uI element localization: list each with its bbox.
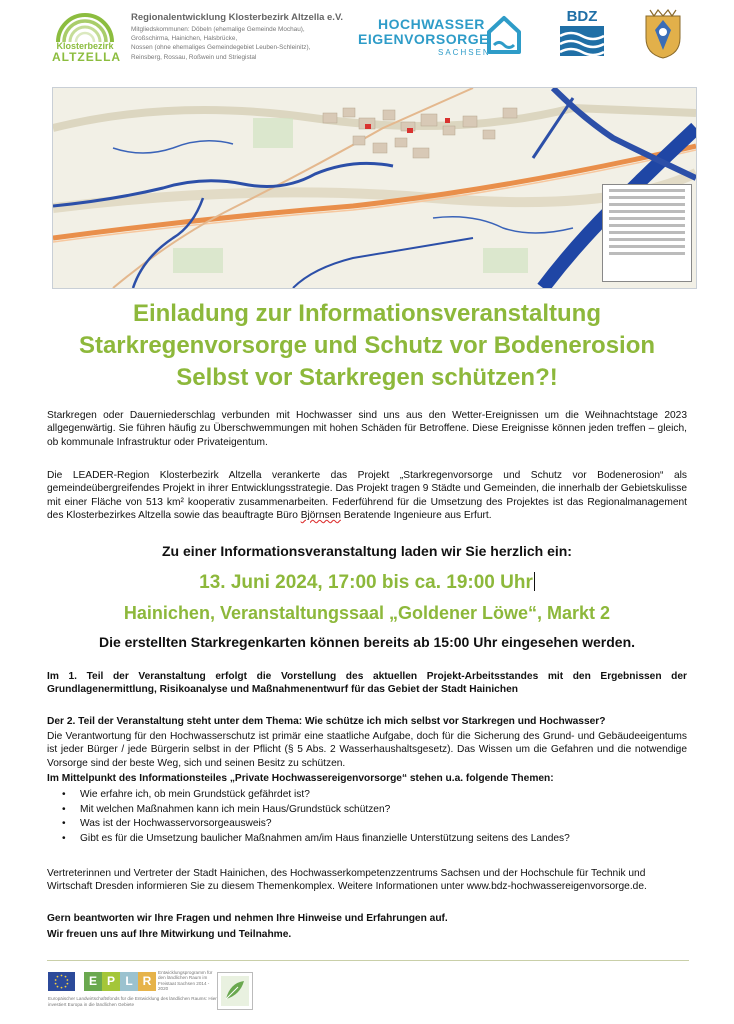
flood-map-image	[52, 87, 697, 289]
organization-name: Regionalentwicklung Klosterbezirk Altzella e.V.	[131, 12, 344, 23]
eu-fund-caption: Europäischer Landwirtschaftsfonds für die Entwicklung des ländlichen Raums: Hier investiert Europa in die ländlichen Gebiete	[48, 996, 217, 1007]
map-legend-line	[609, 238, 685, 241]
member-line: Nossen (ohne ehemaliges Gemeindegebiet Leuben-Schleinitz),	[131, 44, 311, 52]
bdz-logo	[556, 8, 608, 58]
rainbow-arch-icon	[52, 8, 118, 42]
map-legend-line	[609, 203, 685, 206]
bdz-wave-icon	[556, 8, 608, 58]
project-paragraph-end: Beratende Ingenieure aus Erfurt.	[340, 509, 492, 521]
altzella-logo-line1: Klosterbezirk	[56, 41, 114, 51]
headline-line-1: Einladung zur Informationsveranstaltung	[132, 300, 602, 327]
part-two-paragraph: Die Verantwortung für den Hochwasserschutz ist primär eine staatliche Aufgabe, doch für die Sicherung des Grund- und Gebäudeeigentums ist jeder Bürger / jede Bürgerin selbst in der Pflicht (§ 5 Abs. 2 Wasserhaushaltsgesetz). Das Wissen um die Gefahren und die notwendige Vorsorge sind der beste Weg, sich und seinen Besitz zu schützen.	[47, 731, 687, 769]
headline-line-2: Starkregenvorsorge und Schutz vor Bodenerosion	[78, 332, 656, 359]
leader-logo-icon	[217, 972, 253, 1010]
map-legend-line	[609, 252, 685, 255]
part-two-heading: Der 2. Teil der Veranstaltung steht unter dem Thema: Wie schütze ich mich selbst vor Starkregen und Hochwasser?	[47, 716, 606, 727]
spellcheck-word: Björnsen	[300, 509, 341, 521]
part-one-paragraph: Im 1. Teil der Veranstaltung erfolgt die Vorstellung des aktuellen Projekt-Arbeitsstandes mit den Ergebnissen der Grundlagenermittlung, Risikoanalyse und Maßnahmenentwurf für das Gebiet der Stadt Hainichen	[47, 671, 687, 696]
member-line: Großschirma, Hainichen, Halsbrücke,	[131, 35, 238, 43]
event-venue: Hainichen, Veranstaltungssaal „Goldener Löwe“, Markt 2	[123, 603, 611, 623]
map-legend-line	[609, 231, 685, 234]
eplr-letter-r: R	[138, 972, 156, 991]
closing-line-1: Gern beantworten wir Ihre Fragen und nehmen Ihre Hinweise und Erfahrungen auf.	[47, 913, 448, 924]
list-item: • Mit welchen Maßnahmen kann ich mein Haus/Grundstück schützen?	[60, 803, 570, 818]
topics-list	[60, 788, 570, 846]
presenters-paragraph: Vertreterinnen und Vertreter der Stadt Hainichen, des Hochwasserkompetenzzentrums Sachsen und der Hochschule für Technik und Wirtschaft Dresden informieren Sie zu diesem Themenkomplex. Weitere Informationen unter www.bdz-hochwassereigenvorsorge.de.	[47, 868, 647, 893]
eplr-caption: Entwicklungsprogramm für den ländlichen Raum im Freistaat Sachsen 2014 - 2020	[158, 970, 213, 992]
list-item: • Wie erfahre ich, ob mein Grundstück gefährdet ist?	[60, 788, 570, 803]
invitation-line: Zu einer Informationsveranstaltung laden wir Sie herzlich ein:	[162, 543, 572, 559]
event-date[interactable]	[30, 572, 704, 594]
eplr-letter-e: E	[84, 972, 102, 991]
list-item: • Gibt es für die Umsetzung baulicher Maßnahmen am/im Haus finanzielle Unterstützung seitens des Landes?	[60, 832, 570, 847]
map-legend-line	[609, 224, 685, 227]
map-legend-box	[602, 184, 692, 282]
member-line: Reinsberg, Rossau, Roßwein und Striegistal	[131, 53, 257, 61]
map-legend-line	[609, 245, 685, 248]
eplr-letter-l: L	[120, 972, 138, 991]
project-paragraph-text: Die LEADER-Region Klosterbezirk Altzella verankerte das Projekt „Starkregenvorsorge und Schutz vor Bodenerosion“ als gemeindeübergreifendes Projekt in ihrer Entwicklungsstrategie. Das Projekt tragen 9 Städte und Gemeinden, die innerhalb der Gebietskulisse mit einer Fläche von 513 km² kooperativ zusammenarbeiten. Federführend für die Umsetzung des Projektes ist das Regionalmanagement des Klosterbezirkes Altzella sowie das beauftragte Büro	[47, 470, 687, 521]
hochwasser-eigenvorsorge-logo	[358, 12, 528, 62]
altzella-logo	[52, 8, 122, 64]
topics-heading: Im Mittelpunkt des Informationsteiles „Private Hochwassereigenvorsorge“ stehen u.a. folgende Themen:	[47, 773, 554, 784]
map-legend-line	[609, 210, 685, 213]
eplr-letter-p: P	[102, 972, 120, 991]
map-legend-line	[609, 189, 685, 192]
hw-logo-line1: HOCHWASSER	[378, 16, 485, 32]
hw-logo-line3: SACHSEN	[438, 48, 491, 57]
project-paragraph	[47, 469, 687, 522]
coat-of-arms-icon	[640, 6, 686, 60]
eu-flag-icon	[48, 972, 75, 991]
event-date-text: 13. Juni 2024, 17:00 bis ca. 19:00 Uhr	[199, 572, 533, 593]
maps-viewing-note: Die erstellten Starkregenkarten können bereits ab 15:00 Uhr eingesehen werden.	[98, 634, 636, 650]
text-cursor	[534, 572, 535, 591]
member-communities	[131, 25, 346, 62]
list-item: • Was ist der Hochwasservorsorgeausweis?	[60, 817, 570, 832]
closing-line-2: Wir freuen uns auf Ihre Mitwirkung und Teilnahme.	[47, 929, 292, 940]
hw-logo-line2: EIGENVORSORGE	[358, 31, 489, 47]
intro-paragraph: Starkregen oder Dauerniederschlag verbunden mit Hochwasser sind uns aus den Wetter-Ereignissen um die Weihnachtstage 2023 allgegenwärtig. Sie führen häufig zu Überschwemmungen mit hohen Schäden für Betroffene. Diese Ereignisse können jeden treffen – gleich, ob kommunale Infrastruktur oder Privateigentum.	[47, 410, 687, 448]
bdz-logo-text: BDZ	[566, 8, 598, 25]
eplr-logo	[84, 972, 156, 991]
member-line: Mitgliedskommunen: Döbeln (ehemalige Gemeinde Mochau),	[131, 26, 305, 33]
map-legend-line	[609, 217, 685, 220]
headline-line-3: Selbst vor Starkregen schützen?!	[176, 364, 558, 391]
footer-divider	[47, 960, 689, 961]
map-illustration	[53, 88, 696, 288]
altzella-logo-line2: ALTZELLA	[52, 50, 122, 64]
house-wave-icon	[486, 12, 522, 60]
organization-block	[131, 12, 346, 62]
map-legend-line	[609, 196, 685, 199]
